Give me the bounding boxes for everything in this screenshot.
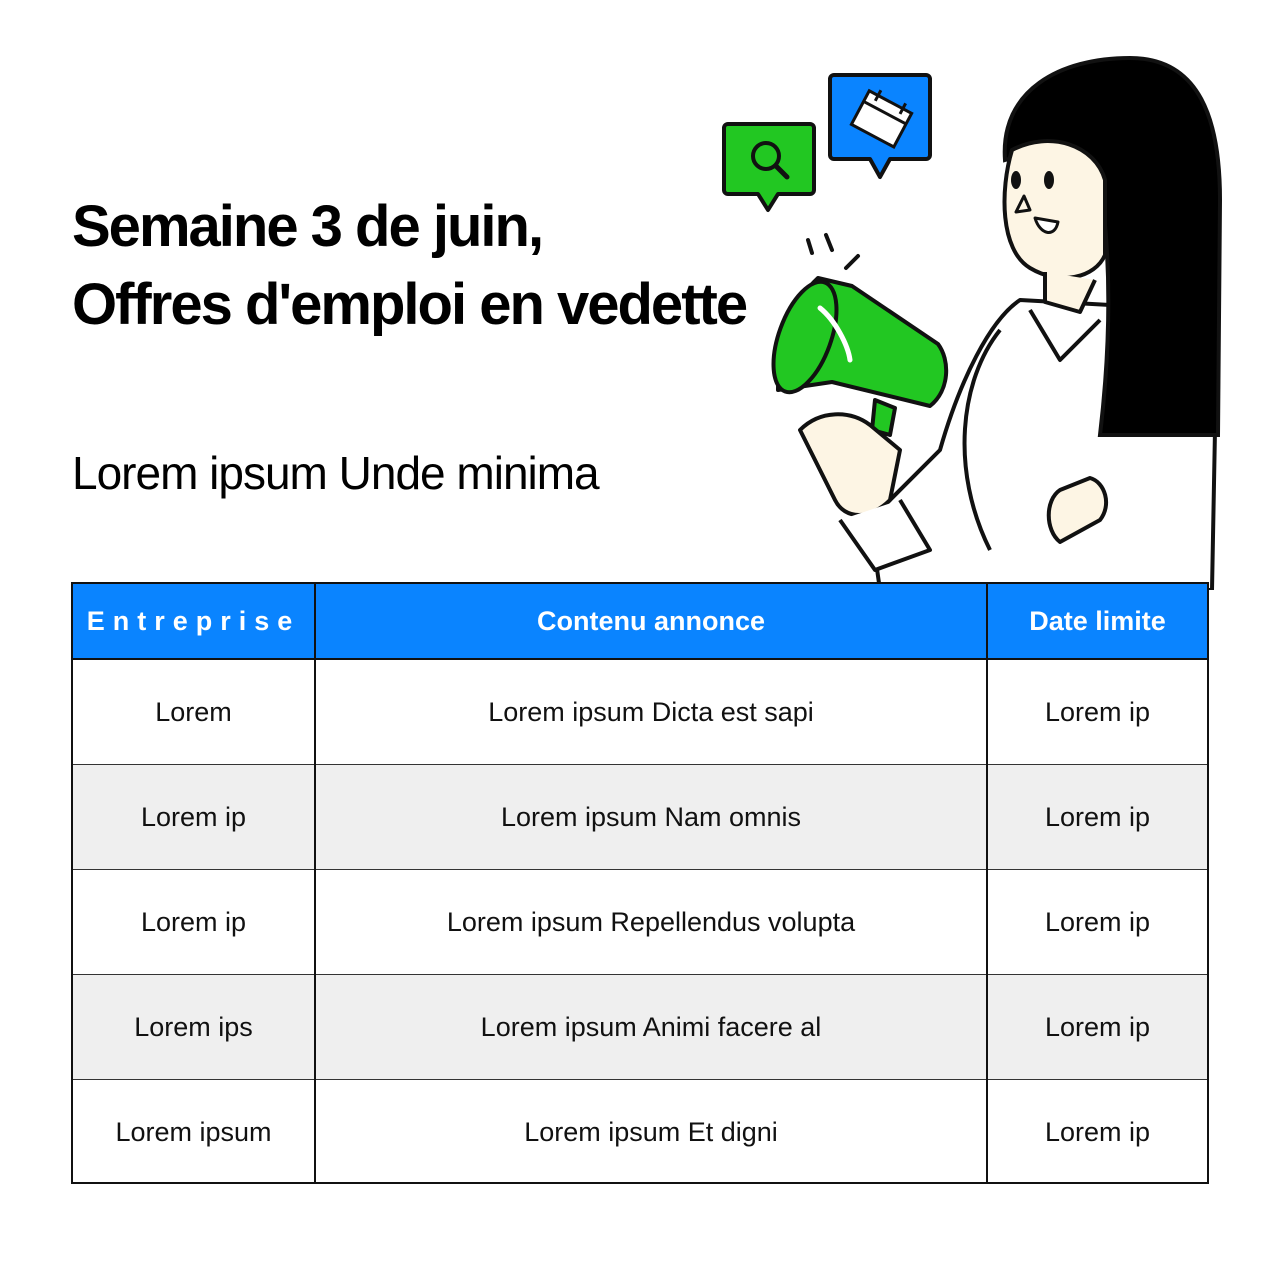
- cell-deadline: Lorem ip: [987, 659, 1207, 765]
- cell-content: Lorem ipsum Dicta est sapi: [315, 659, 987, 765]
- table-row: [73, 1080, 1207, 1185]
- cell-company: Lorem ipsum: [73, 1080, 315, 1185]
- table-row: [73, 659, 1207, 765]
- table-row: [73, 975, 1207, 1080]
- title-line-2: Offres d'emploi en vedette: [72, 272, 747, 337]
- column-header-content: Contenu annonce: [315, 584, 987, 659]
- job-offers-table: [71, 582, 1209, 1184]
- table-row: [73, 870, 1207, 975]
- woman-with-megaphone-illustration: [700, 50, 1260, 590]
- cell-deadline: Lorem ip: [987, 765, 1207, 870]
- search-icon: [724, 124, 814, 210]
- cell-deadline: Lorem ip: [987, 975, 1207, 1080]
- cell-deadline: Lorem ip: [1044, 1116, 1151, 1147]
- subtitle: Lorem ipsum Unde minima: [72, 447, 599, 499]
- cell-company: Lorem: [73, 659, 315, 765]
- table-header-row: [73, 584, 1207, 659]
- column-header-company: Entreprise: [73, 584, 315, 659]
- cell-company: Lorem ip: [73, 870, 315, 975]
- calendar-icon: [830, 75, 930, 177]
- cell-content: Lorem ipsum Repellendus volupta: [315, 870, 987, 975]
- cell-content: Lorem ipsum Animi facere al: [315, 975, 987, 1080]
- sound-lines: [808, 235, 858, 268]
- cell-company: Lorem ips: [73, 975, 315, 1080]
- cell-deadline: Lorem ip: [987, 870, 1207, 975]
- table-row: [73, 765, 1207, 870]
- page-title: [72, 188, 792, 344]
- cell-company: Lorem ip: [73, 765, 315, 870]
- column-header-deadline: Date limite: [987, 584, 1207, 659]
- title-line-1: Semaine 3 de juin,: [72, 194, 543, 259]
- cell-content: Lorem ipsum Et digni: [315, 1080, 987, 1185]
- cell-content: Lorem ipsum Nam omnis: [315, 765, 987, 870]
